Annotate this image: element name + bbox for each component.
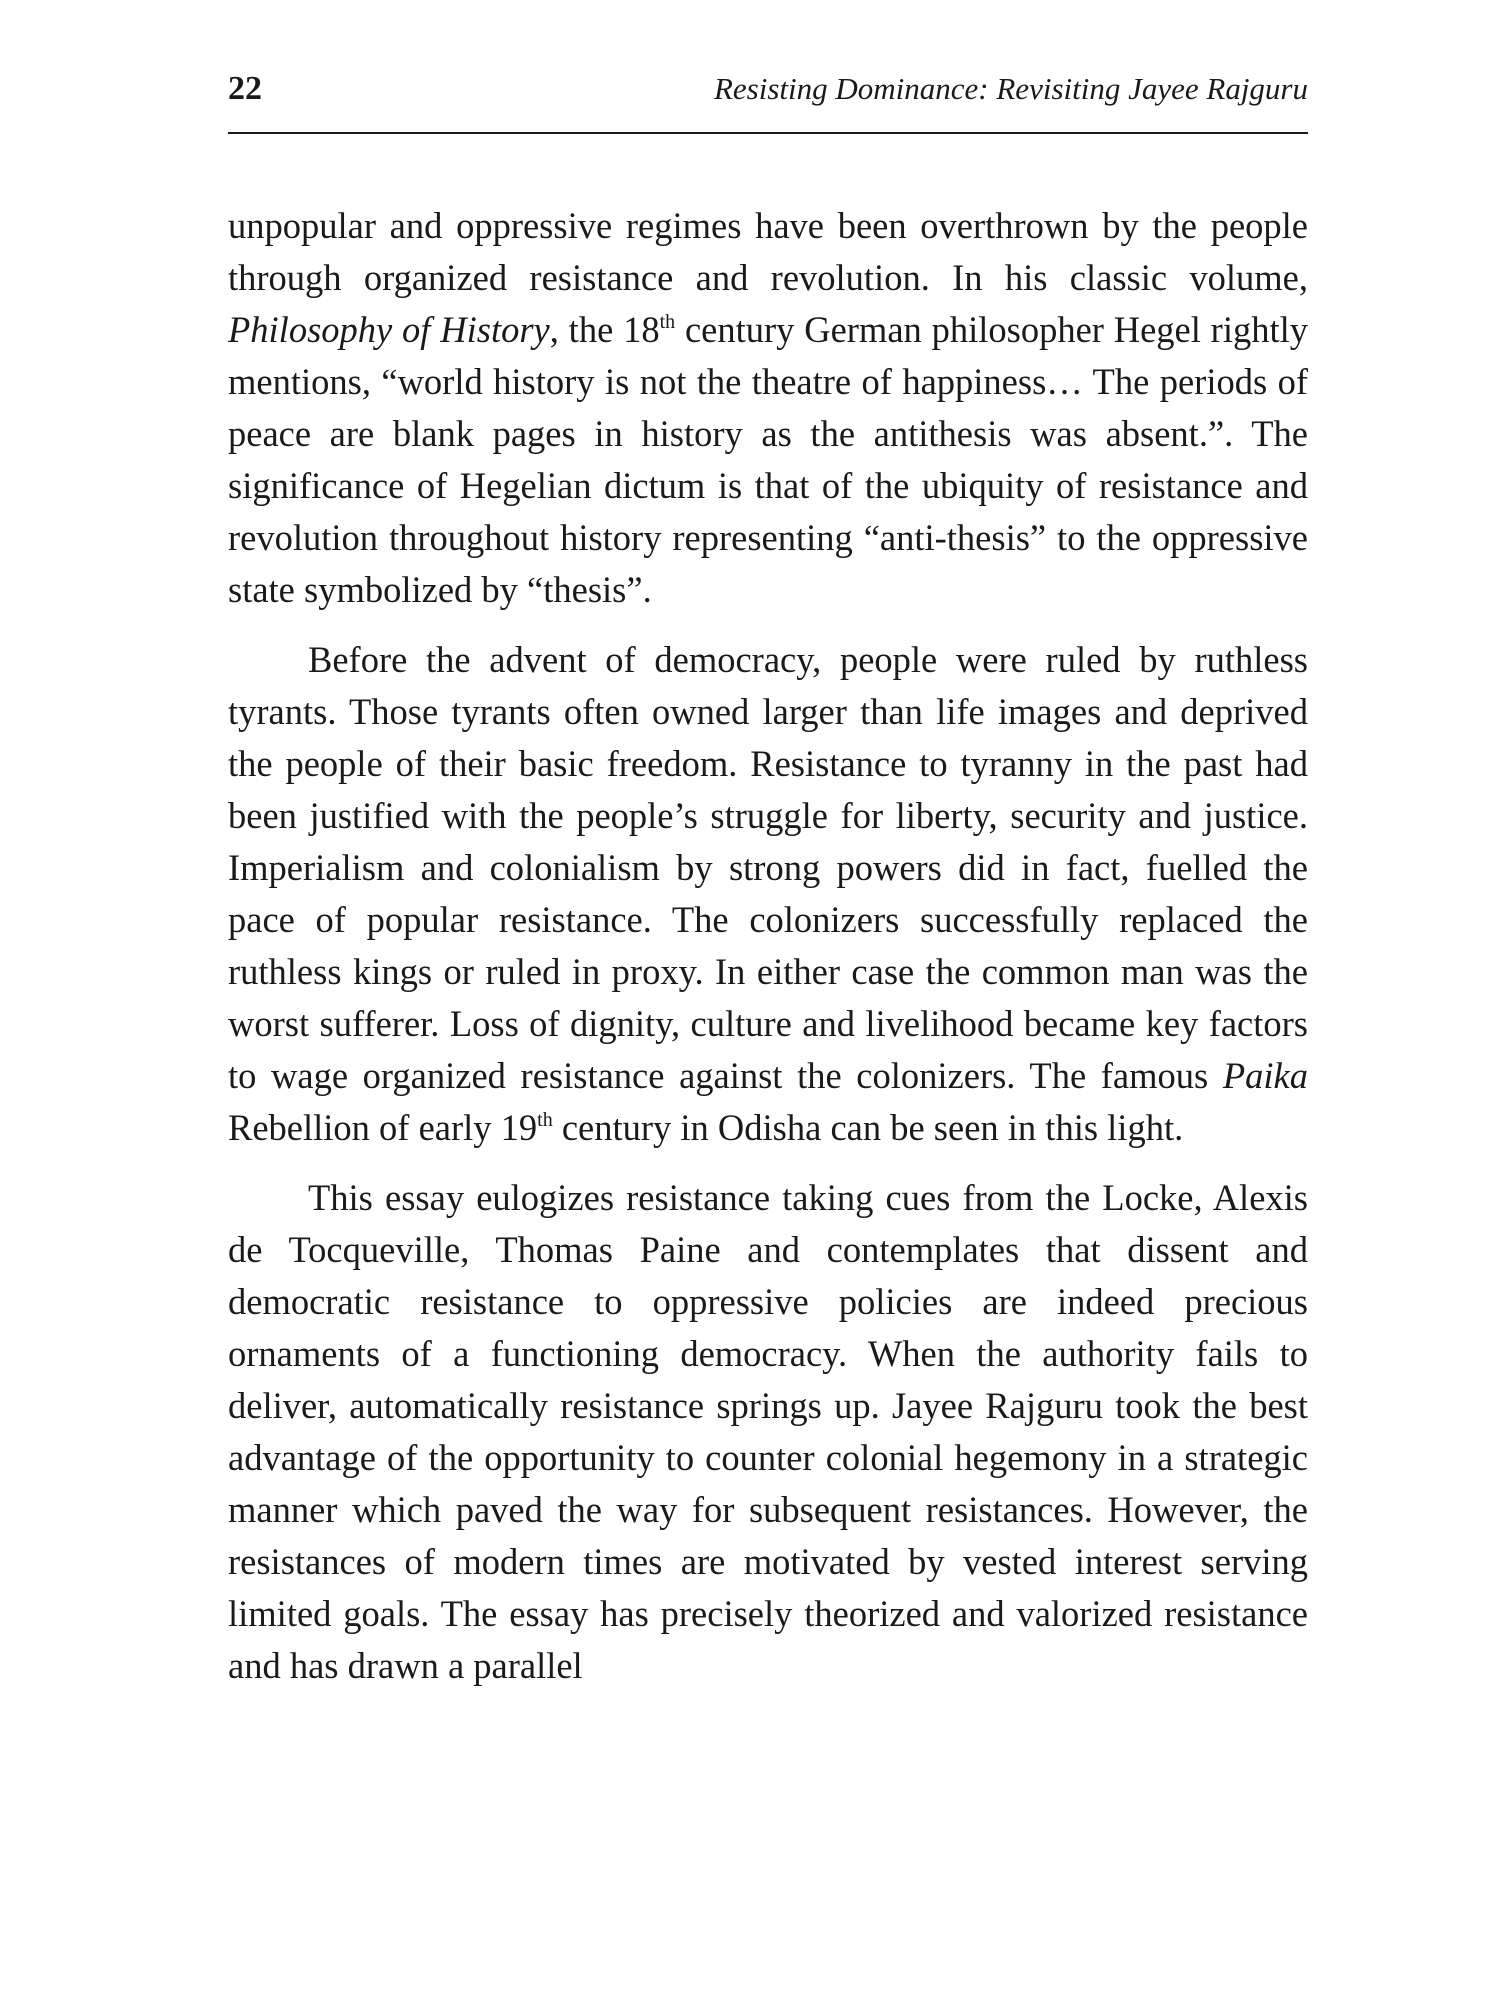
page-header — [228, 66, 1308, 112]
text-segment: Rebellion of early 19 — [228, 1107, 538, 1148]
paragraph-3 — [228, 1172, 1308, 1692]
text-segment: century German philosopher Hegel rightly mentions, “world history is not the theatre of happiness… The periods of peace are blank pages in history as the antithesis was absent.”. The significance of Hegelian dictum is that of the ubiquity of resistance and revolution throughout history representing “anti-thesis” to the oppressive state symbolized by “thesis”. — [228, 309, 1309, 610]
text-segment: unpopular and oppressive regimes have been overthrown by the people through organized resistance and revolution. In his classic volume, — [228, 205, 1308, 298]
ordinal-superscript: th — [537, 1109, 553, 1131]
paragraph-2 — [228, 634, 1308, 1154]
text-segment: This essay eulogizes resistance taking cues from the Locke, Alexis de Tocqueville, Thomas Paine and contemplates that dissent and democratic resistance to oppressive policies are indeed precious ornaments of a functioning democracy. When the authority fails to deliver, automatically resistance springs up. Jayee Rajguru took the best advantage of the opportunity to counter colonial hegemony in a strategic manner which paved the way for subsequent resistances. However, the resistances of modern times are motivated by vested interest serving limited goals. The essay has precisely theorized and valorized resistance and has drawn a parallel — [228, 1177, 1308, 1686]
ordinal-superscript: th — [659, 311, 676, 333]
italic-term-paika: Paika — [1222, 1055, 1308, 1096]
running-title: Resisting Dominance: Revisiting Jayee Rajguru — [713, 71, 1308, 106]
text-segment: century in Odisha can be seen in this light. — [552, 1107, 1184, 1148]
text-segment: Before the advent of democracy, people were ruled by ruthless tyrants. Those tyrants often owned larger than life images and deprived the people of their basic freedom. Resistance to tyranny in the past had been justified with the people’s struggle for liberty, security and justice. Imperialism and colonialism by strong powers did in fact, fuelled the pace of popular resistance. The colonizers successfully replaced the ruthless kings or ruled in proxy. In either case the common man was the worst sufferer. Loss of dignity, culture and livelihood became key factors to wage organized resistance against the colonizers. The famous — [228, 639, 1308, 1096]
paragraph-1 — [228, 200, 1308, 616]
text-segment: , the 18 — [549, 309, 660, 350]
body-text — [228, 200, 1308, 1692]
header-rule — [228, 132, 1308, 134]
book-title-philosophy-of-history: Philosophy of History — [228, 309, 550, 350]
page-number: 22 — [228, 70, 262, 107]
